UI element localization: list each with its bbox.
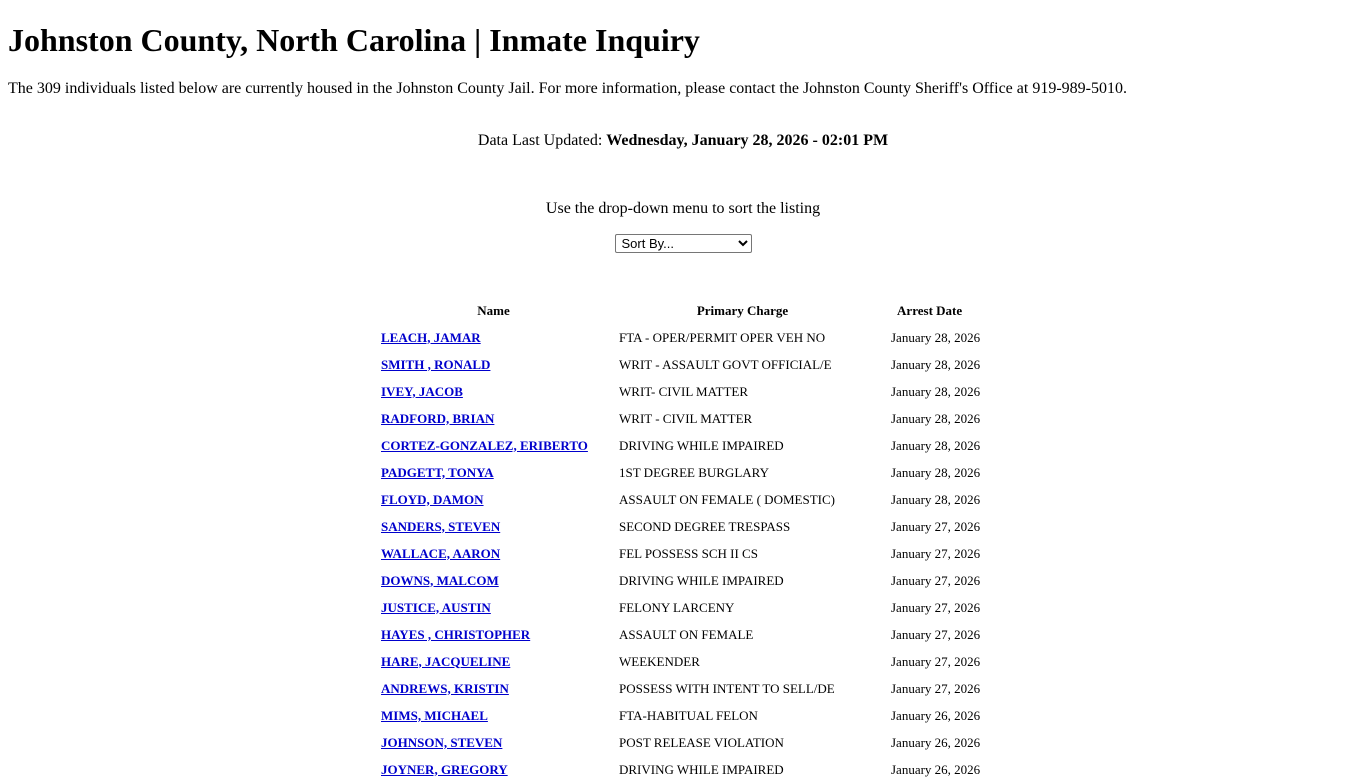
inmate-name-link[interactable]: DOWNS, MALCOM bbox=[381, 572, 499, 588]
cell-name bbox=[377, 405, 610, 432]
table-row bbox=[377, 324, 984, 351]
last-updated-label: Data Last Updated: bbox=[477, 132, 607, 149]
cell-primary-charge: DRIVING WHILE IMPAIRED bbox=[619, 761, 784, 777]
cell-arrest-date: January 27, 2026 bbox=[891, 518, 981, 534]
inmate-name-link[interactable]: JOYNER, GREGORY bbox=[381, 761, 508, 777]
cell-arrest-date: January 27, 2026 bbox=[891, 545, 981, 561]
table-row bbox=[377, 486, 984, 513]
cell-primary-charge: WRIT - CIVIL MATTER bbox=[619, 410, 753, 426]
cell-name bbox=[377, 729, 610, 756]
sort-by-select[interactable] bbox=[615, 234, 752, 253]
cell-arrest-date: January 26, 2026 bbox=[891, 734, 981, 750]
header-primary-charge: Primary Charge bbox=[696, 302, 789, 318]
cell-name bbox=[377, 567, 610, 594]
cell-arrest-date: January 27, 2026 bbox=[891, 599, 981, 615]
inmate-name-link[interactable]: RADFORD, BRIAN bbox=[381, 410, 495, 426]
table-row bbox=[377, 351, 984, 378]
inmate-name-link[interactable]: PADGETT, TONYA bbox=[381, 464, 494, 480]
inmate-name-link[interactable]: FLOYD, DAMON bbox=[381, 491, 484, 507]
cell-name bbox=[377, 351, 610, 378]
cell-name bbox=[377, 702, 610, 729]
table-row bbox=[377, 405, 984, 432]
cell-name bbox=[377, 540, 610, 567]
cell-primary-charge: SECOND DEGREE TRESPASS bbox=[619, 518, 791, 534]
cell-arrest-date: January 28, 2026 bbox=[891, 383, 981, 399]
sort-hint: Use the drop-down menu to sort the listing bbox=[545, 200, 821, 217]
cell-arrest-date: January 27, 2026 bbox=[891, 626, 981, 642]
cell-name bbox=[377, 432, 610, 459]
cell-name bbox=[377, 648, 610, 675]
cell-primary-charge: ASSAULT ON FEMALE bbox=[619, 626, 754, 642]
inmate-name-link[interactable]: IVEY, JACOB bbox=[381, 383, 463, 399]
table-row bbox=[377, 432, 984, 459]
cell-arrest-date: January 28, 2026 bbox=[891, 329, 981, 345]
cell-primary-charge: POSSESS WITH INTENT TO SELL/DE bbox=[619, 680, 835, 696]
inmate-name-link[interactable]: WALLACE, AARON bbox=[381, 545, 501, 561]
inmate-name-link[interactable]: SMITH , RONALD bbox=[381, 356, 491, 372]
cell-name bbox=[377, 459, 610, 486]
inmate-name-link[interactable]: LEACH, JAMAR bbox=[381, 329, 481, 345]
table-header-row bbox=[377, 297, 984, 324]
table-row bbox=[377, 540, 984, 567]
inmate-table bbox=[377, 297, 984, 783]
cell-arrest-date: January 26, 2026 bbox=[891, 707, 981, 723]
inmate-name-link[interactable]: MIMS, MICHAEL bbox=[381, 707, 488, 723]
inmate-name-link[interactable]: HAYES , CHRISTOPHER bbox=[381, 626, 531, 642]
inmate-name-link[interactable]: ANDREWS, KRISTIN bbox=[381, 680, 509, 696]
header-name: Name bbox=[477, 302, 510, 318]
inmate-name-link[interactable]: SANDERS, STEVEN bbox=[381, 518, 501, 534]
table-row bbox=[377, 702, 984, 729]
cell-primary-charge: FELONY LARCENY bbox=[619, 599, 735, 615]
cell-primary-charge: WEEKENDER bbox=[619, 653, 700, 669]
cell-name bbox=[377, 756, 610, 783]
cell-primary-charge: DRIVING WHILE IMPAIRED bbox=[619, 437, 784, 453]
cell-primary-charge: ASSAULT ON FEMALE ( DOMESTIC) bbox=[619, 491, 835, 507]
cell-arrest-date: January 26, 2026 bbox=[891, 761, 981, 777]
cell-name bbox=[377, 486, 610, 513]
inmate-rows bbox=[377, 324, 984, 783]
cell-name bbox=[377, 378, 610, 405]
inmate-name-link[interactable]: JUSTICE, AUSTIN bbox=[381, 599, 491, 615]
header-arrest-date: Arrest Date bbox=[897, 302, 963, 318]
cell-primary-charge: FEL POSSESS SCH II CS bbox=[619, 545, 758, 561]
cell-arrest-date: January 28, 2026 bbox=[891, 464, 981, 480]
cell-primary-charge: FTA-HABITUAL FELON bbox=[619, 707, 758, 723]
page-title: Johnston County, North Carolina | Inmate Inquiry bbox=[8, 22, 700, 58]
table-row bbox=[377, 594, 984, 621]
cell-name bbox=[377, 324, 610, 351]
table-row bbox=[377, 459, 984, 486]
last-updated bbox=[0, 131, 1366, 151]
table-row bbox=[377, 513, 984, 540]
inmate-name-link[interactable]: JOHNSON, STEVEN bbox=[381, 734, 503, 750]
cell-arrest-date: January 27, 2026 bbox=[891, 572, 981, 588]
cell-name bbox=[377, 621, 610, 648]
table-row bbox=[377, 648, 984, 675]
cell-arrest-date: January 28, 2026 bbox=[891, 491, 981, 507]
table-row bbox=[377, 567, 984, 594]
cell-arrest-date: January 28, 2026 bbox=[891, 437, 981, 453]
cell-arrest-date: January 28, 2026 bbox=[891, 356, 981, 372]
cell-name bbox=[377, 675, 610, 702]
cell-primary-charge: 1ST DEGREE BURGLARY bbox=[619, 464, 769, 480]
cell-arrest-date: January 28, 2026 bbox=[891, 410, 981, 426]
sort-container bbox=[0, 234, 1366, 253]
inmate-name-link[interactable]: CORTEZ-GONZALEZ, ERIBERTO bbox=[381, 437, 588, 453]
table-row bbox=[377, 756, 984, 783]
inmate-name-link[interactable]: HARE, JACQUELINE bbox=[381, 653, 511, 669]
cell-name bbox=[377, 594, 610, 621]
table-row bbox=[377, 729, 984, 756]
last-updated-value: Wednesday, January 28, 2026 - 02:01 PM bbox=[606, 132, 889, 149]
cell-name bbox=[377, 513, 610, 540]
table-row bbox=[377, 378, 984, 405]
intro-text: The 309 individuals listed below are currently housed in the Johnston County Jail. For more information, please contact the Johnston County Sheriff's Office at 919-989-5010. bbox=[8, 80, 1127, 97]
cell-arrest-date: January 27, 2026 bbox=[891, 653, 981, 669]
cell-primary-charge: DRIVING WHILE IMPAIRED bbox=[619, 572, 784, 588]
cell-primary-charge: WRIT - ASSAULT GOVT OFFICIAL/E bbox=[619, 356, 832, 372]
cell-arrest-date: January 27, 2026 bbox=[891, 680, 981, 696]
cell-primary-charge: POST RELEASE VIOLATION bbox=[619, 734, 784, 750]
table-row bbox=[377, 675, 984, 702]
cell-primary-charge: FTA - OPER/PERMIT OPER VEH NO bbox=[619, 329, 826, 345]
table-row bbox=[377, 621, 984, 648]
cell-primary-charge: WRIT- CIVIL MATTER bbox=[619, 383, 749, 399]
